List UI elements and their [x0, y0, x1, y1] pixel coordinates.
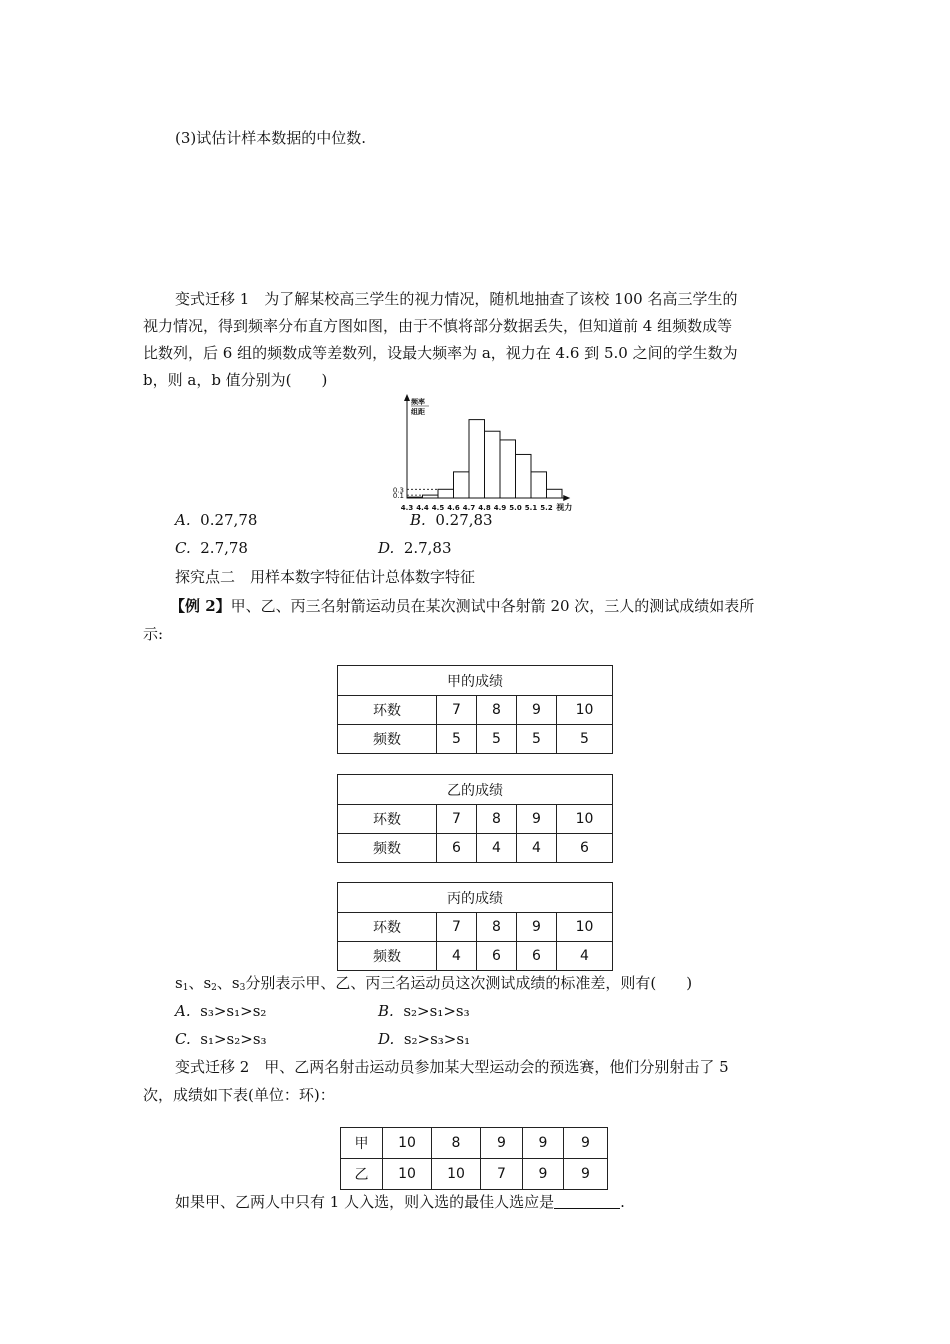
table-row — [338, 942, 613, 971]
table-cell: 5 — [477, 725, 517, 754]
table-cell: 7 — [437, 805, 477, 834]
table-row — [341, 1128, 608, 1159]
s1-sub: 1 — [182, 983, 189, 993]
histogram-bar — [423, 495, 439, 498]
histogram-bar — [469, 420, 485, 498]
table-cell: 6 — [557, 834, 613, 863]
table-cell: 10 — [557, 805, 613, 834]
bianshi1-line-2: 视力情况，得到频率分布直方图如图，由于不慎将部分数据丢失，但知道前 4 组频数成等 — [143, 317, 733, 335]
y-tick-label: 0.1 — [392, 492, 404, 501]
option-d-text: 2.7,83 — [403, 539, 452, 557]
sd-option-d-letter: D. — [378, 1030, 395, 1048]
option-c-text: 2.7,78 — [200, 539, 248, 557]
example-2-tag: 【例 2】 — [170, 597, 231, 615]
table-cell: 9 — [517, 913, 557, 942]
histogram-bar — [547, 489, 563, 498]
table-row — [338, 696, 613, 725]
option-a-text: 0.27,78 — [200, 511, 258, 529]
x-tick-label: 5.2 — [540, 504, 553, 512]
table-cell: 10 — [557, 913, 613, 942]
s3-sub: 3 — [239, 983, 246, 993]
bianshi2-last-end: . — [620, 1193, 625, 1211]
histogram-bar — [438, 489, 454, 498]
example-2-text: 甲、乙、丙三名射箭运动员在某次测试中各射箭 20 次，三人的测试成绩如表所 — [230, 597, 755, 615]
sd-option-c-letter: C. — [175, 1030, 191, 1048]
table-cell: 4 — [477, 834, 517, 863]
sd-option-d-text: s₂>s₃>s₁ — [403, 1030, 471, 1048]
table-cell: 6 — [477, 942, 517, 971]
table-cell: 4 — [517, 834, 557, 863]
histogram-chart — [385, 390, 600, 518]
histogram-bar — [516, 454, 532, 498]
sep-1: 、 — [188, 974, 204, 992]
sd-option-a-letter: A. — [175, 1002, 191, 1020]
option-b[interactable] — [410, 510, 493, 530]
table-cell: 4 — [557, 942, 613, 971]
table-cell: 8 — [432, 1128, 481, 1159]
option-a[interactable] — [175, 510, 257, 530]
x-tick-label: 4.5 — [431, 504, 445, 512]
table-cell: 8 — [477, 805, 517, 834]
y-axis-arrow — [404, 394, 410, 401]
table-cell: 5 — [557, 725, 613, 754]
table-cell: 环数 — [338, 913, 437, 942]
sep-2: 、 — [216, 974, 232, 992]
x-tick-label: 5.1 — [524, 504, 538, 512]
sd-option-b-letter: B. — [378, 1002, 394, 1020]
table-title: 乙的成绩 — [338, 775, 613, 805]
sd-option-c-text: s₁>s₂>s₃ — [200, 1030, 267, 1048]
example-2-line-2: 示: — [143, 625, 164, 643]
table-cell: 乙 — [341, 1159, 383, 1190]
table-cell: 频数 — [338, 834, 437, 863]
sd-option-a[interactable] — [175, 1001, 266, 1021]
bianshi1-line-4: b，则 a，b 值分别为( ) — [143, 371, 328, 389]
sd-option-a-text: s₃>s₁>s₂ — [200, 1002, 267, 1020]
section-heading: 探究点二 用样本数字特征估计总体数字特征 — [175, 568, 476, 586]
x-tick-label: 4.4 — [416, 504, 429, 512]
table-cell: 5 — [437, 725, 477, 754]
table-bing — [337, 882, 613, 971]
x-tick-label: 4.3 — [400, 504, 414, 512]
table-row — [341, 1159, 608, 1190]
x-axis-label: 视力 — [556, 503, 573, 512]
table-cell: 9 — [564, 1159, 608, 1190]
x-tick-label: 4.9 — [493, 504, 507, 512]
y-axis-label-bottom: 组距 — [411, 408, 425, 416]
table-cell: 9 — [481, 1128, 523, 1159]
sd-option-d[interactable] — [378, 1029, 470, 1049]
table-cell: 8 — [477, 696, 517, 725]
table-row — [338, 725, 613, 754]
table-cell: 7 — [437, 913, 477, 942]
table-row — [338, 913, 613, 942]
table-cell: 10 — [432, 1159, 481, 1190]
option-b-letter: B. — [410, 511, 426, 529]
table-cell: 9 — [517, 805, 557, 834]
table-cell: 9 — [517, 696, 557, 725]
table-cell: 9 — [564, 1128, 608, 1159]
s2-symbol: s — [203, 974, 212, 992]
table-cell: 10 — [383, 1128, 432, 1159]
table-cell: 8 — [477, 913, 517, 942]
table-cell: 甲 — [341, 1128, 383, 1159]
table-cell: 频数 — [338, 942, 437, 971]
option-c[interactable] — [175, 538, 248, 558]
table-cell: 10 — [557, 696, 613, 725]
sd-question-rest: 分别表示甲、乙、丙三名运动员这次测试成绩的标准差，则有( ) — [245, 974, 693, 992]
histogram-bar — [407, 497, 423, 498]
sd-option-c[interactable] — [175, 1029, 267, 1049]
table-cell: 4 — [437, 942, 477, 971]
table-cell: 6 — [517, 942, 557, 971]
table-jia-yi — [340, 1127, 608, 1190]
x-tick-label: 4.7 — [462, 504, 476, 512]
example-2-line-1 — [170, 596, 754, 616]
table-cell: 环数 — [338, 696, 437, 725]
s2-sub: 2 — [211, 983, 217, 993]
s3-symbol: s — [231, 974, 240, 992]
table-row — [338, 834, 613, 863]
table-cell: 5 — [517, 725, 557, 754]
option-d-letter: D. — [378, 539, 395, 557]
histogram-bar — [485, 431, 501, 498]
option-d[interactable] — [378, 538, 452, 558]
table-cell: 频数 — [338, 725, 437, 754]
x-tick-label: 5.0 — [509, 504, 522, 512]
s1-symbol: s — [175, 974, 183, 992]
table-cell: 10 — [383, 1159, 432, 1190]
answer-blank[interactable] — [554, 1194, 620, 1209]
option-a-letter: A. — [175, 511, 191, 529]
bianshi2-line-2: 次，成绩如下表(单位：环)： — [143, 1086, 335, 1104]
sd-option-b-text: s₂>s₁>s₃ — [403, 1002, 470, 1020]
table-title: 甲的成绩 — [338, 666, 613, 696]
x-tick-label: 4.8 — [478, 504, 491, 512]
table-cell: 9 — [523, 1128, 564, 1159]
y-axis-label-top: 频率 — [411, 398, 425, 406]
table-cell: 7 — [481, 1159, 523, 1190]
table-cell: 7 — [437, 696, 477, 725]
table-jia — [337, 665, 613, 754]
table-row — [338, 805, 613, 834]
table-cell: 9 — [523, 1159, 564, 1190]
bianshi2-last-line — [175, 1192, 625, 1212]
question-3: (3)试估计样本数据的中位数. — [175, 129, 367, 147]
option-b-text: 0.27,83 — [435, 511, 493, 529]
bianshi2-line-1: 变式迁移 2 甲、乙两名射击运动员参加某大型运动会的预选赛，他们分别射击了 5 — [175, 1058, 729, 1076]
histogram-bar — [454, 472, 470, 498]
option-c-letter: C. — [175, 539, 191, 557]
sd-question — [175, 973, 692, 998]
table-cell: 环数 — [338, 805, 437, 834]
table-cell: 6 — [437, 834, 477, 863]
bianshi1-line-1: 变式迁移 1 为了解某校高三学生的视力情况，随机地抽查了该校 100 名高三学生的 — [175, 290, 738, 308]
histogram-bar — [531, 472, 547, 498]
y-tick-label: 0.3 — [392, 486, 404, 495]
x-tick-label: 4.6 — [447, 504, 460, 512]
table-title: 丙的成绩 — [338, 883, 613, 913]
histogram-bar — [500, 440, 516, 498]
bianshi2-last-text: 如果甲、乙两人中只有 1 人入选，则入选的最佳人选应是 — [175, 1193, 555, 1211]
bianshi1-line-3: 比数列，后 6 组的频数成等差数列，设最大频率为 a，视力在 4.6 到 5.0 之间的学生数为 — [143, 344, 738, 362]
sd-option-b[interactable] — [378, 1001, 470, 1021]
x-axis-arrow — [563, 495, 570, 501]
table-yi — [337, 774, 613, 863]
